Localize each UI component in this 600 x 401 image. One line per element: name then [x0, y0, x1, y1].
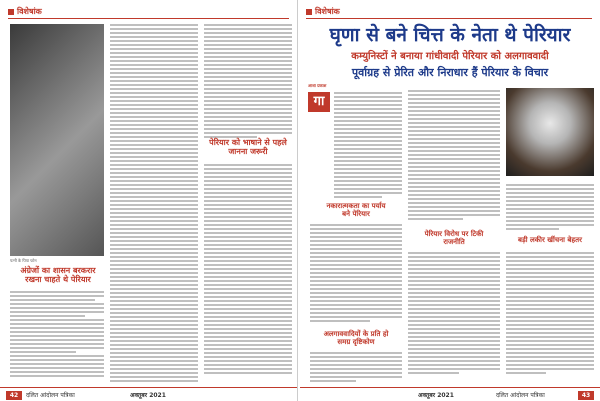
headline-line: बने पेरियार	[342, 210, 370, 219]
body-text-col1	[10, 289, 104, 383]
section-tag	[8, 6, 42, 17]
periyar-portrait	[506, 88, 594, 176]
body-text-col1c	[310, 350, 402, 384]
magazine-name: दलित आंदोलन पत्रिका	[496, 392, 545, 399]
issue-month: अक्तूबर 2021	[418, 392, 454, 399]
headline-line: जानना जरूरी	[228, 147, 268, 157]
page-title: घृणा से बने चित्त के नेता थे पेरियार	[329, 24, 571, 46]
body-text-col3a	[506, 182, 594, 232]
headline-line: पेरियार विरोध पर टिकी	[424, 230, 484, 238]
article-headline-2	[202, 138, 294, 156]
body-text-col3b	[506, 250, 594, 384]
square-icon	[306, 9, 312, 15]
photo-caption: पत्नी के पिया फोन	[10, 258, 37, 263]
issue-month: अक्तूबर 2021	[130, 392, 166, 399]
byline: आशा प्रकाश	[308, 83, 327, 88]
article-headline-2	[406, 230, 502, 246]
page-number: 42	[6, 391, 22, 400]
body-text-col3b	[204, 162, 292, 384]
article-headline-4: बड़ी लकीर खींचना बेहतर	[518, 236, 582, 244]
right-page	[300, 0, 600, 401]
body-text-col2b	[408, 250, 500, 384]
page-footer	[300, 387, 600, 401]
magazine-name: दलित आंदोलन पत्रिका	[26, 392, 75, 399]
section-tag	[306, 6, 340, 17]
article-headline-3	[308, 330, 404, 346]
headline-line: समग्र दृष्टिकोण	[337, 338, 375, 347]
headline-line: पेरियार को भाषाने से पहले	[209, 138, 287, 147]
article-headline-1	[8, 266, 108, 284]
page-number: 43	[578, 391, 594, 400]
body-text-col1b	[310, 222, 402, 328]
headline-line: अलगाववादियों के प्रति हो	[323, 330, 389, 338]
article-headline-1	[308, 202, 404, 218]
headline-line: नकारात्मकता का पर्याय	[326, 202, 386, 210]
subtitle-line-1: कम्युनिस्टों ने बनाया गांधीवादी पेरियार को अलगाववादी	[351, 51, 549, 62]
headline-line: रखना चाहते थे पेरियार	[25, 275, 91, 285]
subtitle-line-2: पूर्वाग्रह से प्रेरित और निराधार हैं पेरियार के विचार	[351, 66, 549, 79]
headline-line: राजनीति	[443, 238, 465, 247]
body-text-col3a	[204, 22, 292, 142]
page-footer	[0, 387, 297, 401]
divider	[8, 18, 289, 19]
periyar-photo	[10, 24, 104, 256]
headline-line: अंग्रेजों का शासन बरकरार	[20, 266, 96, 275]
section-label: विशेषांक	[315, 7, 340, 16]
divider	[306, 18, 592, 19]
square-icon	[8, 9, 14, 15]
body-text-col1a	[334, 90, 402, 202]
body-text-col2a	[408, 88, 500, 228]
section-label: विशेषांक	[17, 7, 42, 16]
body-text-col2	[110, 22, 198, 384]
left-page	[0, 0, 298, 401]
drop-cap: गा	[308, 92, 330, 112]
